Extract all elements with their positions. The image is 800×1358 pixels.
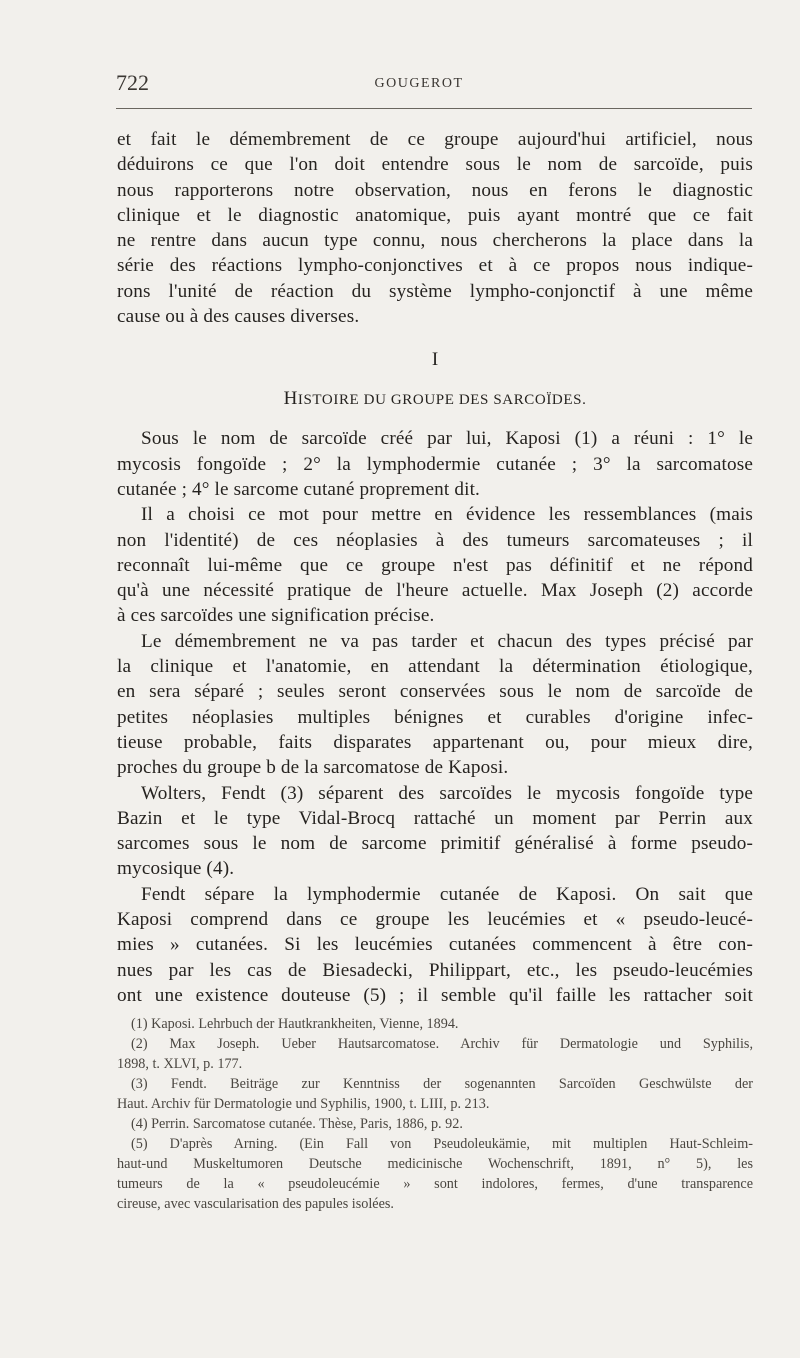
- footnote: [117, 1114, 753, 1134]
- footnote-line: haut-und Muskeltumoren Deutsche medicinische Wochenschrift, 1891, n° 5), les: [117, 1156, 753, 1172]
- text-line: déduirons ce que l'on doit entendre sous le nom de sarcoïde, puis: [117, 154, 753, 176]
- footnote-line: (3) Fendt. Beiträge zur Kenntniss der sogenannten Sarcoïden Geschwülste der: [131, 1076, 753, 1092]
- paragraph-demembrement: [117, 629, 753, 781]
- text-line: tieuse probable, faits disparates appartenant ou, pour mieux dire,: [117, 731, 753, 753]
- text-line: nous rapporterons notre observation, nous en ferons le diagnostic: [117, 179, 753, 201]
- text-line: Fendt sépare la lymphodermie cutanée de Kaposi. On sait que: [141, 883, 753, 905]
- text-line: sarcomes sous le nom de sarcome primitif généralisé à forme pseudo-: [117, 833, 753, 855]
- text-line: proches du groupe b de la sarcomatose de Kaposi.: [117, 757, 509, 779]
- footnotes: [117, 1014, 753, 1214]
- footnote: [117, 1034, 753, 1074]
- text-line: Kaposi comprend dans ce groupe les leucémies et « pseudo-leucé-: [117, 909, 753, 931]
- text-line: rons l'unité de réaction du système lympho-conjonctif à une même: [117, 280, 753, 302]
- footnote-line: tumeurs de la « pseudoleucémie » sont indolores, fermes, d'une transparence: [117, 1176, 753, 1192]
- text-line: ne rentre dans aucun type connu, nous chercherons la place dans la: [117, 230, 753, 252]
- text-line: mycosique (4).: [117, 858, 235, 880]
- text-line: reconnaît lui-même que ce groupe n'est pas définitif et ne répond: [117, 554, 753, 576]
- text-line: non l'identité) de ces néoplasies à des tumeurs sarcomateuses ; il: [117, 529, 753, 551]
- running-title: GOUGEROT: [374, 76, 464, 91]
- section-title-initial: H: [283, 388, 298, 410]
- text-line: à ces sarcoïdes une signification précise.: [117, 605, 435, 627]
- footnote-line: cireuse, avec vascularisation des papules isolées.: [117, 1196, 394, 1212]
- footnote: [117, 1134, 753, 1214]
- header-rule: [116, 108, 752, 109]
- intro-paragraph: [117, 127, 753, 329]
- page-number: 722: [116, 70, 149, 95]
- text-line: Le démembrement ne va pas tarder et chacun des types précisé par: [141, 630, 753, 652]
- section-number: I: [431, 349, 439, 371]
- text-line: et fait le démembrement de ce groupe aujourd'hui artificiel, nous: [117, 129, 753, 150]
- section-title-rest: ISTOIRE DU GROUPE DES SARCOÏDES.: [297, 392, 587, 409]
- text-line: clinique et le diagnostic anatomique, puis ayant montré que ce fait: [117, 204, 753, 226]
- footnote: [117, 1014, 753, 1034]
- paragraph-fendt: [117, 882, 753, 1008]
- text-line: cause ou à des causes diverses.: [117, 306, 360, 328]
- text-line: cutanée ; 4° le sarcome cutané proprement dit.: [117, 478, 480, 500]
- text-line: Il a choisi ce mot pour mettre en évidence les ressemblances (mais: [141, 504, 753, 526]
- text-line: en sera séparé ; seules seront conservées sous le nom de sarcoïde de: [117, 681, 753, 703]
- text-line: qu'à une nécessité pratique de l'heure actuelle. Max Joseph (2) accorde: [117, 580, 753, 602]
- text-line: série des réactions lympho-conjonctives et à ce propos nous indique-: [117, 255, 753, 277]
- paragraph-kaposi: [117, 426, 753, 502]
- text-line: Wolters, Fendt (3) séparent des sarcoïdes le mycosis fongoïde type: [141, 782, 753, 804]
- footnote-line: Haut. Archiv für Dermatologie und Syphilis, 1900, t. LIII, p. 213.: [117, 1096, 490, 1112]
- footnote: [117, 1074, 753, 1114]
- footnote-line: (2) Max Joseph. Ueber Hautsarcomatose. Archiv für Dermatologie und Syphilis,: [131, 1036, 753, 1052]
- section-title: [117, 388, 753, 410]
- text-line: Sous le nom de sarcoïde créé par lui, Kaposi (1) a réuni : 1° le: [141, 428, 753, 450]
- main-text: [117, 127, 753, 1008]
- text-line: la clinique et l'anatomie, en attendant la détermination étiologique,: [117, 656, 753, 678]
- footnote-line: 1898, t. XLVI, p. 177.: [117, 1056, 243, 1072]
- text-line: ont une existence douteuse (5) ; il semble qu'il faille les rattacher soit: [117, 984, 753, 1006]
- text-line: nues par les cas de Biesadecki, Philippart, etc., les pseudo-leucémies: [117, 959, 753, 981]
- text-line: petites néoplasies multiples bénignes et curables d'origine infec-: [117, 706, 753, 728]
- footnote-line: (4) Perrin. Sarcomatose cutanée. Thèse, Paris, 1886, p. 92.: [131, 1116, 463, 1132]
- text-line: mies » cutanées. Si les leucémies cutanées commencent à être con-: [117, 934, 753, 956]
- footnote-line: (1) Kaposi. Lehrbuch der Hautkrankheiten, Vienne, 1894.: [131, 1016, 459, 1032]
- footnote-line: (5) D'après Arning. (Ein Fall von Pseudoleukämie, mit multiplen Haut-Schleim-: [131, 1136, 753, 1152]
- text-line: mycosis fongoïde ; 2° la lymphodermie cutanée ; 3° la sarcomatose: [117, 453, 753, 475]
- text-line: Bazin et le type Vidal-Brocq rattaché un moment par Perrin aux: [117, 807, 753, 829]
- paragraph-choice: [117, 502, 753, 628]
- paragraph-wolters: [117, 781, 753, 882]
